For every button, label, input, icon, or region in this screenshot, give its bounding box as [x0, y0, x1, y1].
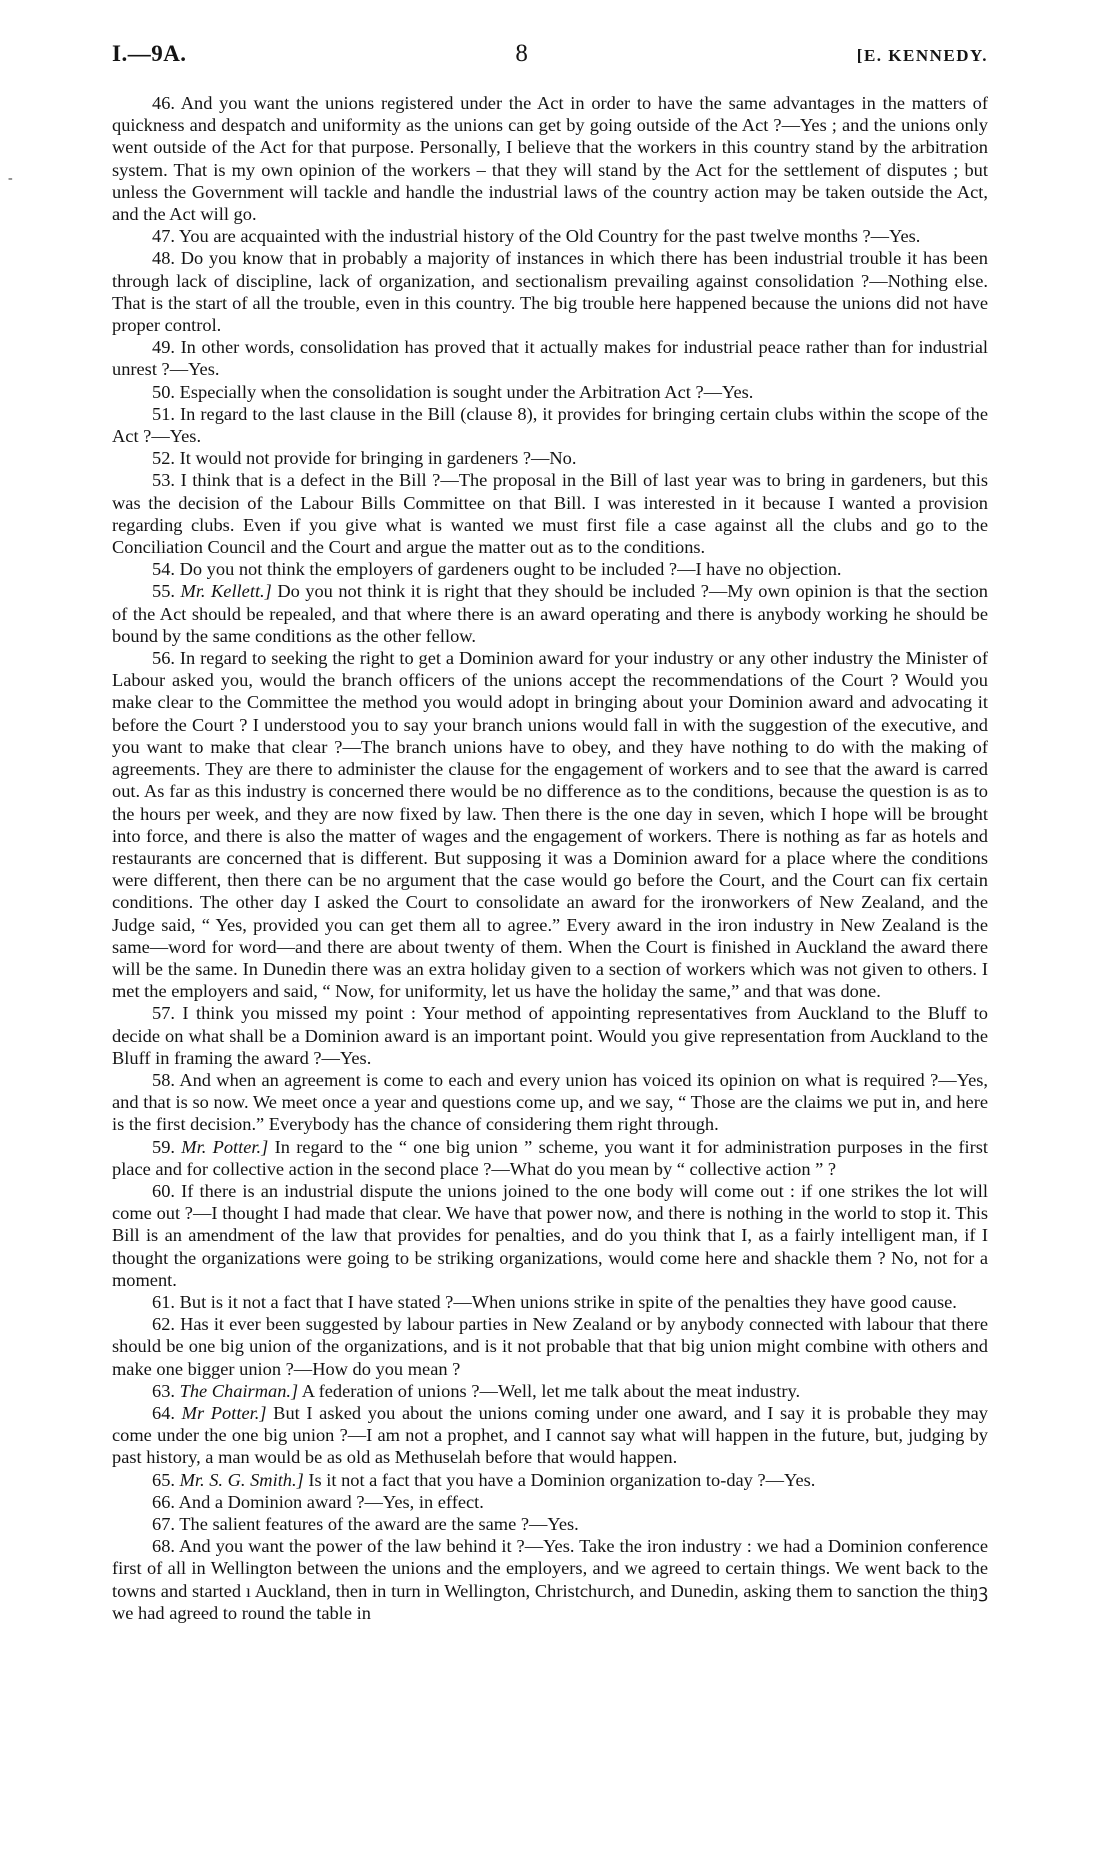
question-number: 64. [152, 1402, 175, 1423]
page-header [112, 40, 988, 72]
testimony-paragraph [112, 1469, 988, 1491]
testimony-paragraph [112, 225, 988, 247]
testimony-paragraph [112, 1313, 988, 1380]
question-number: 67. [152, 1514, 175, 1534]
question-number: 50. [152, 381, 175, 402]
question-number: 58. [152, 1069, 175, 1090]
testimony-paragraph [112, 403, 988, 447]
question-number: 60. [152, 1180, 175, 1201]
testimony-paragraph [112, 469, 988, 558]
paragraph-text: In regard to seeking the right to get a Dominion award for your industry or any other industry the Minister of Labour asked you, would the branch officers of the unions accept the recommendations of the Court ? Would you make clear to the Committee the method you would adopt in bringing about your Dominion award and advocating it before the Court ? I understood you to say your branch unions would fall in with the suggestion of the executive, and you want to make that clear ?—The branch unions have to obey, and they have nothing to do with the making of agreements. They are there to administer the clause for the engagement of workers and to see that the award is carred out. As far as this industry is concerned there would be no difference as to the conditions, because the question is as to the hours per week, and they are now fixed by law. Then there is the one day in seven, which I hope will be brought into force, and there is also the matter of wages and the engagement of workers. There is nothing as far as hotels and restaurants are concerned that is different. But supposing it was a Dominion award for a place where the conditions were different, then there can be no argument that the case would go before the Court, and the Court can fix certain conditions. The other day I asked the Court to consolidate an award for the ironworkers of New Zealand, and the Judge said, “ Yes, provided you can get them all to agree.” Every award in the iron industry in New Zealand is the same—word for word—and there are about twenty of them. When the Court is finished in Auckland the award there will be the same. In Dunedin there was an extra holiday given to a section of workers which was not given to others. I met the employers and said, “ Now, for uniformity, let us have the holiday the same,” and that was done. [112, 648, 988, 1002]
question-number: 61. [152, 1291, 175, 1312]
margin-mark: - [8, 171, 13, 186]
testimony-paragraph [112, 1402, 988, 1469]
paragraph-text: Do you not think the employers of gardeners ought to be included ?—I have no objection. [179, 559, 842, 580]
paragraph-text: And a Dominion award ?—Yes, in effect. [178, 1491, 484, 1512]
witness-name: [E. KENNEDY. [856, 46, 988, 65]
question-number: 59. [152, 1136, 175, 1157]
paragraph-text: Especially when the consolidation is sought under the Arbitration Act ?—Yes. [179, 381, 754, 402]
speaker-name: Mr. Kellett.] [180, 581, 272, 602]
testimony-paragraph [112, 1535, 988, 1624]
paragraph-text: The salient features of the award are the same ?—Yes. [179, 1514, 579, 1534]
question-number: 68. [152, 1536, 175, 1557]
question-number: 55. [152, 581, 175, 602]
paragraph-text: And you want the power of the law behind it ?—Yes. Take the iron industry : we had a Dominion conference first of all in Wellington between the unions and the employers, and we agreed to certain things. We went back to the towns and started ı Auckland, then in turn in Wellington, Christchurch, and Dunedin, asking them to sanction the thiŋꝫ we had agreed to round the table in [112, 1536, 989, 1623]
question-number: 49. [152, 337, 175, 358]
paragraph-text: In regard to the “ one big union ” scheme, you want it for administration purposes in the first place and for collective action in the second place ?—What do you mean by “ collective action ” ? [112, 1136, 988, 1179]
question-number: 51. [152, 403, 175, 424]
testimony-paragraph [112, 1513, 988, 1535]
testimony-paragraph [112, 92, 988, 225]
question-number: 65. [152, 1469, 175, 1490]
question-number: 48. [152, 248, 175, 269]
document-body [112, 92, 988, 1624]
paragraph-text: I think you missed my point : Your method of appointing representatives from Auckland to the Bluff to decide on what shall be a Dominion award is an important point. Would you give representation from Auckland to the Bluff in framing the award ?—Yes. [112, 1003, 988, 1068]
paragraph-text: A federation of unions ?—Well, let me talk about the meat industry. [301, 1380, 801, 1401]
paragraph-text: In other words, consolidation has proved that it actually makes for industrial peace rather than for industrial unrest ?—Yes. [112, 337, 988, 380]
testimony-paragraph [112, 1069, 988, 1136]
question-number: 54. [152, 559, 175, 580]
testimony-paragraph [112, 447, 988, 469]
question-number: 56. [152, 648, 175, 669]
question-number: 46. [152, 93, 175, 113]
question-number: 62. [152, 1314, 175, 1335]
question-number: 52. [152, 448, 175, 469]
paragraph-text: But I asked you about the unions coming under one award, and I say it is probable they may come under the one big union ?—I am not a prophet, and I cannot say what will happen in the future, but, judging by past history, a man would be as old as Methuselah before that would happen. [112, 1402, 988, 1468]
testimony-paragraph [112, 381, 988, 403]
page-number: 8 [515, 40, 528, 67]
testimony-paragraph [112, 1180, 988, 1291]
testimony-paragraph [112, 647, 988, 1002]
question-number: 66. [152, 1491, 175, 1512]
question-number: 57. [152, 1003, 175, 1024]
paragraph-text: But is it not a fact that I have stated ?—When unions strike in spite of the penalties they have good cause. [179, 1291, 957, 1312]
testimony-paragraph [112, 1491, 988, 1513]
testimony-paragraph [112, 1002, 988, 1069]
paragraph-text: And you want the unions registered under the Act in order to have the same advantages in the matters of quickness and despatch and uniformity as the unions can get by going outside of the Act ?—Yes ; and the unions only went outside of the Act for that purpose. Personally, I believe that the workers in this country stand by the arbitration system. That is my own opinion of the workers – that they will stand by the Act for the settlement of disputes ; but unless the Government will tackle and handle the industrial laws of the country action may be taken outside the Act, and the Act will go. [112, 93, 988, 225]
testimony-paragraph [112, 336, 988, 380]
paragraph-text: Is it not a fact that you have a Dominion organization to-day ?—Yes. [308, 1469, 816, 1490]
testimony-paragraph [112, 1136, 988, 1180]
paragraph-text: You are acquainted with the industrial history of the Old Country for the past twelve months ?—Yes. [178, 226, 921, 247]
report-reference: I.—9A. [112, 41, 187, 66]
testimony-paragraph [112, 247, 988, 336]
question-number: 47. [152, 226, 175, 247]
speaker-name: The Chairman.] [179, 1380, 299, 1401]
paragraph-text: Do you not think it is right that they should be included ?—My own opinion is that the section of the Act should be repealed, and that where there is an award operating and there is anybody working he should be bound by the same conditions as the other fellow. [112, 581, 989, 646]
paragraph-text: I think that is a defect in the Bill ?—The proposal in the Bill of last year was to bring in gardeners, but this was the decision of the Labour Bills Committee on that Bill. I was interested in it because I wanted a provision regarding clubs. Even if you give what is wanted we must first file a case against all the clubs and go to the Conciliation Council and the Court and argue the matter out as to the conditions. [112, 470, 988, 558]
speaker-name: Mr. Potter.] [181, 1136, 269, 1157]
paragraph-text: Has it ever been suggested by labour parties in New Zealand or by anybody connected with labour that there should be one big union of the organizations, and is it not probable that that big union might combine with others and make one bigger union ?—How do you mean ? [112, 1314, 988, 1379]
speaker-name: Mr. S. G. Smith.] [179, 1469, 304, 1490]
testimony-paragraph [112, 1380, 988, 1402]
paragraph-text: It would not provide for bringing in gardeners ?—No. [179, 448, 577, 469]
paragraph-text: And when an agreement is come to each and every union has voiced its opinion on what is required ?—Yes, and that is so now. We meet once a year and questions come up, and we say, “ Those are the claims we put in, and here is the first decision.” Everybody has the chance of considering them right through. [112, 1069, 988, 1135]
question-number: 63. [152, 1380, 175, 1401]
paragraph-text: Do you know that in probably a majority of instances in which there has been industrial trouble it has been through lack of discipline, lack of organization, and sectionalism prevailing against consolidation ?—Nothing else. That is the start of all the trouble, even in this country. The big trouble here happened because the unions did not have proper control. [112, 248, 988, 336]
paragraph-text: In regard to the last clause in the Bill (clause 8), it provides for bringing certain clubs within the scope of the Act ?—Yes. [112, 403, 988, 447]
testimony-paragraph [112, 558, 988, 580]
testimony-paragraph [112, 580, 988, 647]
testimony-paragraph [112, 1291, 988, 1313]
paragraph-text: If there is an industrial dispute the unions joined to the one body will come out : if one strikes the lot will come out ?—I thought I had made that clear. We have that power now, and there is nothing in the world to stop it. This Bill is an amendment of the law that provides for penalties, and do you think that I, as a fairly intelligent man, if I thought the organizations were going to be striking organizations, would come here and shackle them ? No, not for a moment. [112, 1180, 988, 1290]
speaker-name: Mr Potter.] [181, 1402, 267, 1423]
question-number: 53. [152, 470, 175, 491]
